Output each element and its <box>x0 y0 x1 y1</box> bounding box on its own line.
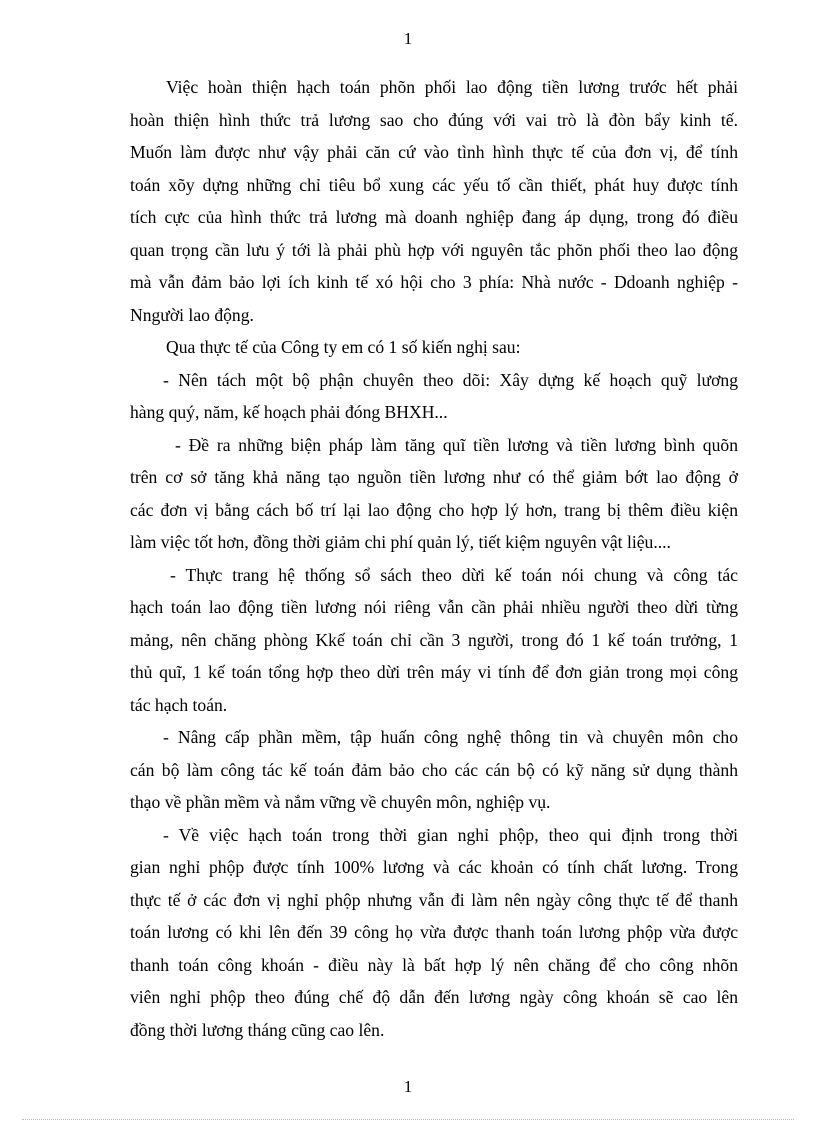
paragraph-line: quan trọng cần lưu ý tới là phải phù hợp với nguyên tắc phõn phối theo lao động <box>130 239 738 260</box>
paragraph-line: các đơn vị bằng cách bố trí lại lao động cho hợp lý hơn, trang bị thêm điều kiện <box>130 499 738 520</box>
paragraph-line: toán xõy dựng những chỉ tiêu bổ xung các yếu tố cần thiết, phát huy được tính <box>130 174 738 195</box>
paragraph-line: hoàn thiện hình thức trả lương sao cho đúng với vai trò là đòn bẩy kinh tế. <box>130 109 738 130</box>
paragraph-line: Nngười lao động. <box>130 304 254 325</box>
paragraph-line: thủ quĩ, 1 kế toán tổng hợp theo dừi trên máy vi tính để đơn giản trong mọi công <box>130 662 738 682</box>
page-number-bottom: 1 <box>403 1077 413 1096</box>
paragraph-line: - Về việc hạch toán trong thời gian nghỉ phộp, theo qui định trong thời <box>163 824 738 845</box>
paragraph-line: gian nghỉ phộp được tính 100% lương và các khoản có tính chất lương. Trong <box>130 857 738 877</box>
page-bottom-divider <box>22 1119 794 1120</box>
paragraph-line: Việc hoàn thiện hạch toán phõn phối lao động tiền lương trước hết phải <box>166 77 738 97</box>
paragraph-line: viên nghỉ phộp theo đúng chế độ dẫn đến lương ngày công khoán sẽ cao lên <box>130 987 738 1007</box>
paragraph-line: tích cực của hình thức trả lương mà doanh nghiệp đang áp dụng, trong đó điều <box>130 207 738 227</box>
paragraph-line: - Nên tách một bộ phận chuyên theo dõi: Xây dựng kế hoạch quỹ lương <box>163 369 738 390</box>
page-number-top: 1 <box>403 29 413 48</box>
paragraph-line: mảng, nên chăng phòng Kkế toán chỉ cần 3 người, trong đó 1 kế toán trưởng, 1 <box>130 629 738 650</box>
paragraph-line: thanh toán công khoán - điều này là bất hợp lý nên chăng để cho công nhõn <box>130 954 738 975</box>
paragraph-line: thực tế ở các đơn vị nghỉ phộp nhưng vẫn đi làm nên ngày công thực tế để thanh <box>130 889 738 910</box>
paragraph-line: Muốn làm được như vậy phải căn cứ vào tình hình thực tế của đơn vị, để tính <box>130 142 738 162</box>
paragraph-line: Qua thực tế của Công ty em có 1 số kiến nghị sau: <box>166 337 521 357</box>
paragraph-line: thạo về phần mềm và nắm vững về chuyên môn, nghiệp vụ. <box>130 792 551 812</box>
paragraph-line: làm việc tốt hơn, đồng thời giảm chi phí quản lý, tiết kiệm nguyên vật liệu.... <box>130 532 671 552</box>
paragraph-line: tác hạch toán. <box>130 694 228 715</box>
document-body <box>130 71 738 1046</box>
paragraph-line: - Nâng cấp phần mềm, tập huấn công nghệ thông tin và chuyên môn cho <box>163 727 738 747</box>
paragraph-line: đồng thời lương tháng cũng cao lên. <box>130 1019 385 1040</box>
paragraph-line: toán lương có khi lên đến 39 công họ vừa được thanh toán lương phộp vừa được <box>130 922 738 942</box>
paragraph-line: hạch toán lao động tiền lương nói riêng vẫn cần phải nhiều người theo dừi từng <box>130 597 738 617</box>
paragraph-line: trên cơ sở tăng khả năng tạo nguồn tiền lương như có thể giảm bớt lao động ở <box>130 467 738 487</box>
paragraph-line: mà vẫn đảm bảo lợi ích kinh tế xó hội cho 3 phía: Nhà nước - Ddoanh nghiệp - <box>130 272 738 292</box>
paragraph-line: cán bộ làm công tác kế toán đảm bảo cho các cán bộ có kỹ năng sử dụng thành <box>130 759 738 780</box>
paragraph-line: - Thực trang hệ thống sổ sách theo dừi kế toán nói chung và công tác <box>170 564 738 585</box>
paragraph-line: - Đề ra những biện pháp làm tăng quĩ tiền lương và tiền lương bình quõn <box>175 434 738 455</box>
paragraph-line: hàng quý, năm, kế hoạch phải đóng BHXH... <box>130 402 448 422</box>
